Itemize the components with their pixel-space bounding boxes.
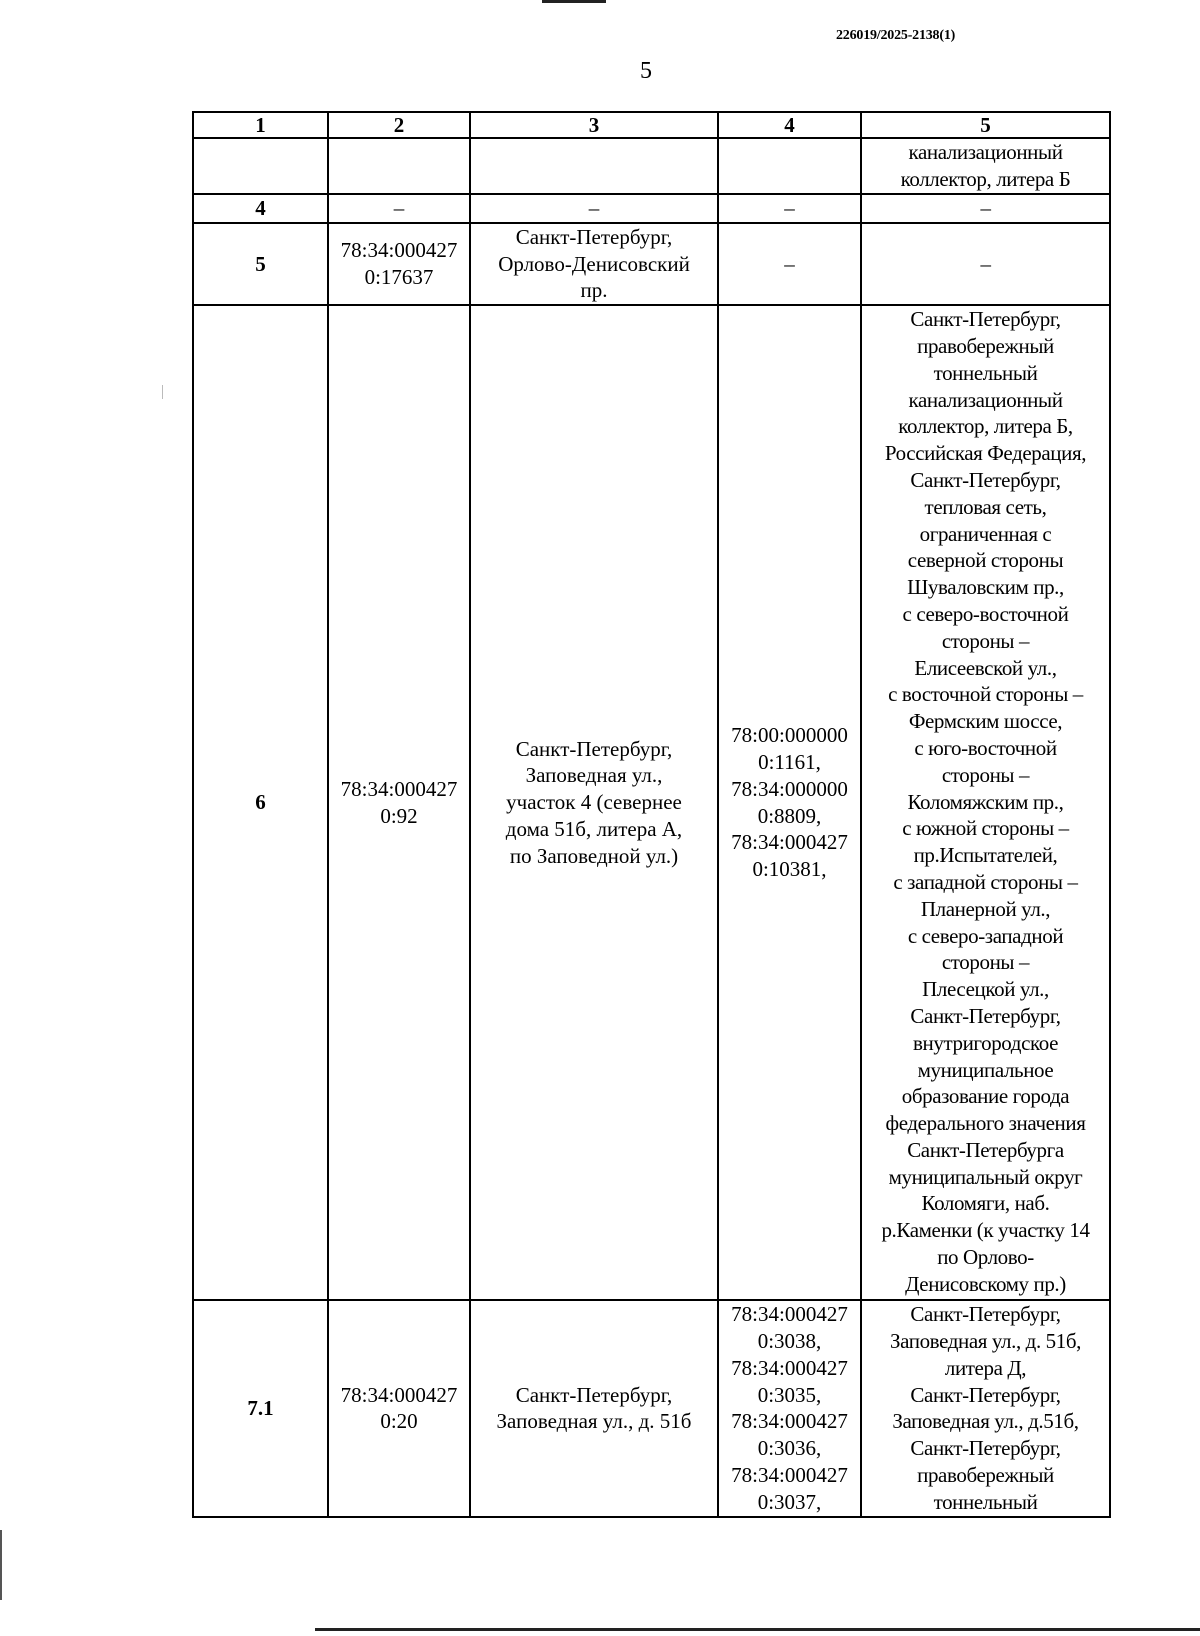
column-header-1: 1 bbox=[193, 112, 328, 138]
cell-line: Фермским шоссе, bbox=[908, 709, 1063, 734]
address-cell bbox=[470, 194, 718, 223]
row-number-cell bbox=[193, 194, 328, 223]
cell-line: тоннельный bbox=[933, 360, 1038, 385]
cell-line: канализационный bbox=[908, 387, 1063, 412]
page-number: 5 bbox=[640, 58, 652, 84]
cell-line: Заповедная ул., д. 51б, bbox=[889, 1328, 1082, 1353]
cell-line: Орлово-Денисовский bbox=[498, 251, 690, 276]
cell-line: по Заповедной ул.) bbox=[509, 843, 679, 868]
cell-line: правобережный bbox=[917, 1462, 1054, 1487]
cell-line: с южной стороны – bbox=[902, 816, 1069, 841]
cell-line: 78:34:000427 bbox=[731, 1355, 848, 1380]
cell-line: стороны – bbox=[941, 950, 1030, 975]
related-cadastral-cell bbox=[718, 305, 861, 1300]
cell-line: по Орлово- bbox=[937, 1245, 1034, 1270]
cell-line: с северо-восточной bbox=[902, 601, 1069, 626]
cell-line: канализационный bbox=[908, 140, 1063, 165]
cell-line: правобережный bbox=[917, 333, 1054, 358]
cell-line: 78:34:000427 bbox=[731, 1302, 848, 1327]
description-cell bbox=[861, 1300, 1110, 1516]
cell-line: пр.Испытателей, bbox=[913, 843, 1058, 868]
cell-line: участок 4 (севернее bbox=[506, 790, 682, 815]
related-cadastral-cell bbox=[718, 223, 861, 305]
cell-line: 5 bbox=[255, 251, 266, 276]
cell-line: тоннельный bbox=[933, 1489, 1038, 1514]
cell-line: – bbox=[980, 251, 991, 276]
cell-line: Планерной ул., bbox=[920, 896, 1051, 921]
cadastral-number-cell bbox=[328, 138, 470, 194]
cell-line: 0:8809, bbox=[757, 803, 822, 828]
cell-line: Денисовскому пр.) bbox=[905, 1271, 1066, 1296]
description-cell bbox=[861, 305, 1110, 1300]
row-number-cell bbox=[193, 305, 328, 1300]
cell-line: северной стороны bbox=[907, 548, 1064, 573]
cell-line: стороны – bbox=[941, 628, 1030, 653]
table-header-row bbox=[193, 112, 1110, 138]
cell-line: 0:3037, bbox=[757, 1489, 822, 1514]
address-cell bbox=[470, 1300, 718, 1516]
cell-line: 78:34:000000 bbox=[731, 776, 848, 801]
cadastral-number-cell bbox=[328, 1300, 470, 1516]
cell-line: Санкт-Петербург, bbox=[515, 224, 673, 249]
cell-line: Санкт-Петербург, bbox=[515, 1382, 673, 1407]
cell-line: с юго-восточной bbox=[914, 735, 1057, 760]
cell-line: образование города bbox=[901, 1084, 1070, 1109]
cell-line: муниципальный округ bbox=[888, 1164, 1083, 1189]
cell-line: 78:34:000427 bbox=[340, 238, 458, 263]
cadastral-number-cell bbox=[328, 194, 470, 223]
cell-line: Санкт-Петербург, bbox=[910, 1436, 1061, 1461]
cell-line: пр. bbox=[580, 278, 608, 303]
cell-line: р.Каменки (к участку 14 bbox=[881, 1218, 1090, 1243]
cell-line: – bbox=[784, 196, 795, 220]
cell-line: 4 bbox=[255, 196, 266, 220]
cadastral-number-cell bbox=[328, 305, 470, 1300]
table-row bbox=[193, 194, 1110, 223]
column-header-4: 4 bbox=[718, 112, 861, 138]
cell-line: с северо-западной bbox=[907, 923, 1064, 948]
cell-line: Санкт-Петербурга bbox=[907, 1137, 1064, 1162]
cell-line: Коломяжским пр., bbox=[907, 789, 1064, 814]
cell-line: 0:3035, bbox=[757, 1382, 822, 1407]
related-cadastral-cell bbox=[718, 138, 861, 194]
cell-line: 0:92 bbox=[380, 803, 418, 828]
column-header-2: 2 bbox=[328, 112, 470, 138]
cell-line: Заповедная ул., д. 51б bbox=[496, 1409, 692, 1434]
cell-line: коллектор, литера Б, bbox=[898, 414, 1073, 439]
registry-table bbox=[192, 111, 1111, 1518]
cell-line: 0:1161, bbox=[758, 750, 821, 775]
document-number: 226019/2025-2138(1) bbox=[836, 28, 956, 43]
cadastral-number-cell bbox=[328, 223, 470, 305]
cell-line: – bbox=[784, 251, 795, 276]
row-number-cell bbox=[193, 1300, 328, 1516]
cell-line: Санкт-Петербург, bbox=[515, 736, 673, 761]
cell-line: 0:3038, bbox=[757, 1328, 822, 1353]
table-row bbox=[193, 138, 1110, 194]
cell-line: ограниченная с bbox=[919, 521, 1052, 546]
description-cell bbox=[861, 194, 1110, 223]
scan-edge-bottom bbox=[315, 1628, 1200, 1631]
table-row bbox=[193, 223, 1110, 305]
cell-line: муниципальное bbox=[917, 1057, 1054, 1082]
cell-line: 0:3036, bbox=[757, 1436, 822, 1461]
cell-line: 78:34:000427 bbox=[731, 1409, 848, 1434]
cell-line: Российская Федерация, bbox=[884, 441, 1087, 466]
cell-line: – bbox=[980, 196, 991, 220]
cell-line: 0:20 bbox=[380, 1409, 418, 1434]
cell-line: – bbox=[393, 196, 405, 220]
cell-line: Санкт-Петербург, bbox=[910, 467, 1061, 492]
row-number-cell bbox=[193, 138, 328, 194]
cell-line: Плесецкой ул., bbox=[922, 977, 1049, 1002]
description-cell bbox=[861, 223, 1110, 305]
cell-line: литера Д, bbox=[944, 1355, 1027, 1380]
cell-line: Санкт-Петербург, bbox=[910, 1382, 1061, 1407]
cell-line: внутригородское bbox=[912, 1030, 1059, 1055]
cell-line: 78:34:000427 bbox=[731, 1462, 848, 1487]
scan-top-mark bbox=[542, 0, 606, 3]
table-row bbox=[193, 1300, 1110, 1516]
cell-line: стороны – bbox=[941, 762, 1030, 787]
description-cell bbox=[861, 138, 1110, 194]
address-cell bbox=[470, 223, 718, 305]
scan-speck bbox=[162, 385, 163, 399]
cell-line: с восточной стороны – bbox=[888, 682, 1083, 707]
cell-line: дома 51б, литера А, bbox=[505, 817, 683, 842]
cell-line: Коломяги, наб. bbox=[921, 1191, 1050, 1216]
cell-line: с западной стороны – bbox=[893, 869, 1078, 894]
cell-line: Санкт-Петербург, bbox=[910, 1003, 1061, 1028]
cell-line: 0:17637 bbox=[364, 264, 434, 289]
cell-line: Елисеевской ул., bbox=[914, 655, 1057, 680]
address-cell bbox=[470, 138, 718, 194]
cell-line: 78:34:000427 bbox=[340, 1382, 458, 1407]
scan-edge-left bbox=[0, 1530, 2, 1600]
cell-line: 0:10381, bbox=[752, 857, 827, 882]
cell-line: федерального значения bbox=[885, 1111, 1086, 1136]
cell-line: 78:34:000427 bbox=[340, 776, 458, 801]
cell-line: тепловая сеть, bbox=[924, 494, 1047, 519]
cell-line: Заповедная ул., д.51б, bbox=[892, 1409, 1079, 1434]
table-row bbox=[193, 305, 1110, 1300]
cell-line: Санкт-Петербург, bbox=[910, 307, 1061, 332]
column-header-3: 3 bbox=[470, 112, 718, 138]
related-cadastral-cell bbox=[718, 1300, 861, 1516]
cell-line: 7.1 bbox=[247, 1395, 274, 1420]
cell-line: Шуваловским пр., bbox=[907, 575, 1064, 600]
cell-line: – bbox=[588, 196, 600, 220]
cell-line: 78:34:000427 bbox=[731, 830, 848, 855]
cell-line: 78:00:000000 bbox=[731, 723, 848, 748]
related-cadastral-cell bbox=[718, 194, 861, 223]
row-number-cell bbox=[193, 223, 328, 305]
cell-line: коллектор, литера Б bbox=[900, 167, 1071, 191]
cell-line: 6 bbox=[255, 790, 266, 815]
cell-line: Санкт-Петербург, bbox=[910, 1302, 1061, 1327]
address-cell bbox=[470, 305, 718, 1300]
cell-line: Заповедная ул., bbox=[525, 763, 663, 788]
column-header-5: 5 bbox=[861, 112, 1110, 138]
